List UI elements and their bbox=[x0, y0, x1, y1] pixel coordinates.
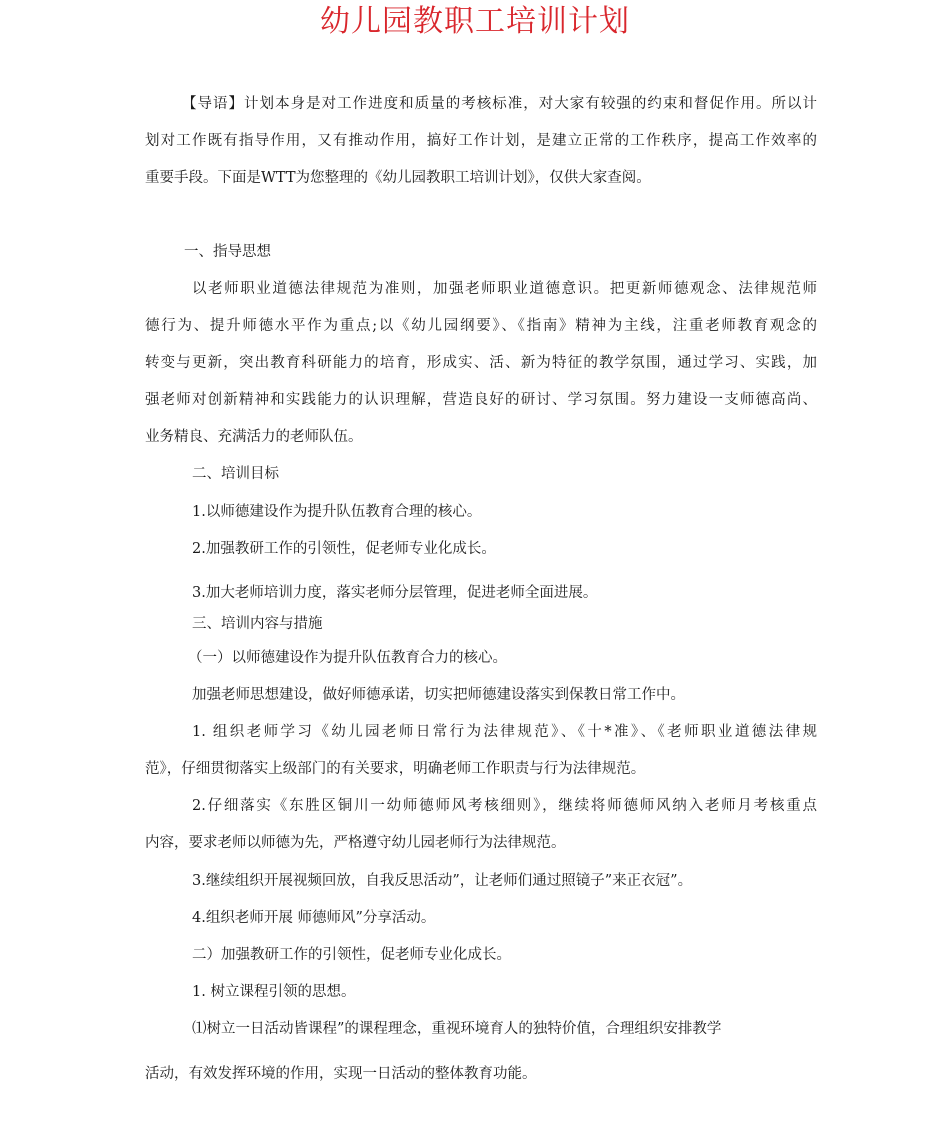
paragraph-line: 强老师对创新精神和实践能力的认识理解，营造良好的研讨、学习氛围。努力建设一支师德高尚、 bbox=[145, 392, 817, 408]
list-item: 3.加大老师培训力度，落实老师分层管理，促进老师全面进展。 bbox=[192, 585, 598, 601]
paragraph-line: 以老师职业道德法律规范为准则，加强老师职业道德意识。把更新师德观念、法律规范师 bbox=[192, 281, 817, 297]
paragraph-line: 内容，要求老师以师德为先，严格遵守幼儿园老师行为法律规范。 bbox=[145, 835, 566, 851]
subsection-heading: （一）以师德建设作为提升队伍教育合力的核心。 bbox=[188, 650, 507, 666]
list-item: 1. 树立课程引领的思想。 bbox=[192, 984, 356, 1000]
paragraph-line: 范》，仔细贯彻落实上级部门的有关要求，明确老师工作职责与行为法律规范。 bbox=[145, 761, 646, 777]
paragraph-line: 转变与更新，突出教育科研能力的培育，形成实、活、新为特征的教学氛围，通过学习、实践，加 bbox=[145, 355, 817, 371]
paragraph-line: 业务精良、充满活力的老师队伍。 bbox=[145, 429, 363, 445]
paragraph-line: 德行为、提升师德水平作为重点;以《幼儿园纲要》、《指南》精神为主线，注重老师教育观念的 bbox=[145, 318, 817, 334]
list-item: 4.组织老师开展 师德师风”分享活动。 bbox=[192, 910, 436, 926]
section-heading-2: 二、培训目标 bbox=[192, 466, 279, 482]
list-item: 3.继续组织开展视频回放，自我反思活动”，让老师们通过照镜子”来正衣冠”。 bbox=[192, 873, 693, 889]
intro-line-3: 重要手段。下面是WTT为您整理的《幼儿园教职工培训计划》，仅供大家查阅。 bbox=[145, 170, 651, 186]
list-item: 1.以师德建设作为提升队伍教育合理的核心。 bbox=[192, 504, 482, 520]
section-heading-1: 一、指导思想 bbox=[184, 244, 271, 260]
paragraph-line: 2.仔细落实《东胜区铜川一幼师德师风考核细则》，继续将师德师风纳入老师月考核重点 bbox=[192, 798, 817, 814]
document-title: 幼儿园教职工培训计划 bbox=[320, 4, 630, 39]
paragraph-line: 1. 组织老师学习《幼儿园老师日常行为法律规范》、《十*准》、《老师职业道德法律规 bbox=[192, 724, 817, 740]
list-item: 2.加强教研工作的引领性，促老师专业化成长。 bbox=[192, 541, 496, 557]
intro-line-2: 划对工作既有指导作用，又有推动作用，搞好工作计划，是建立正常的工作秩序，提高工作效率的 bbox=[145, 133, 817, 149]
paragraph-line: 活动，有效发挥环境的作用，实现一日活动的整体教育功能。 bbox=[145, 1066, 537, 1082]
subsection-heading: 二）加强教研工作的引领性，促老师专业化成长。 bbox=[192, 947, 511, 963]
intro-line-1: 【导语】计划本身是对工作进度和质量的考核标准，对大家有较强的约束和督促作用。所以计 bbox=[182, 96, 817, 112]
paragraph-line: ⑴树立一日活动皆课程”的课程理念，重视环境育人的独特价值，合理组织安排教学 bbox=[192, 1021, 722, 1037]
section-heading-3: 三、培训内容与措施 bbox=[192, 616, 323, 632]
paragraph-line: 加强老师思想建设，做好师德承诺，切实把师德建设落实到保教日常工作中。 bbox=[192, 687, 685, 703]
